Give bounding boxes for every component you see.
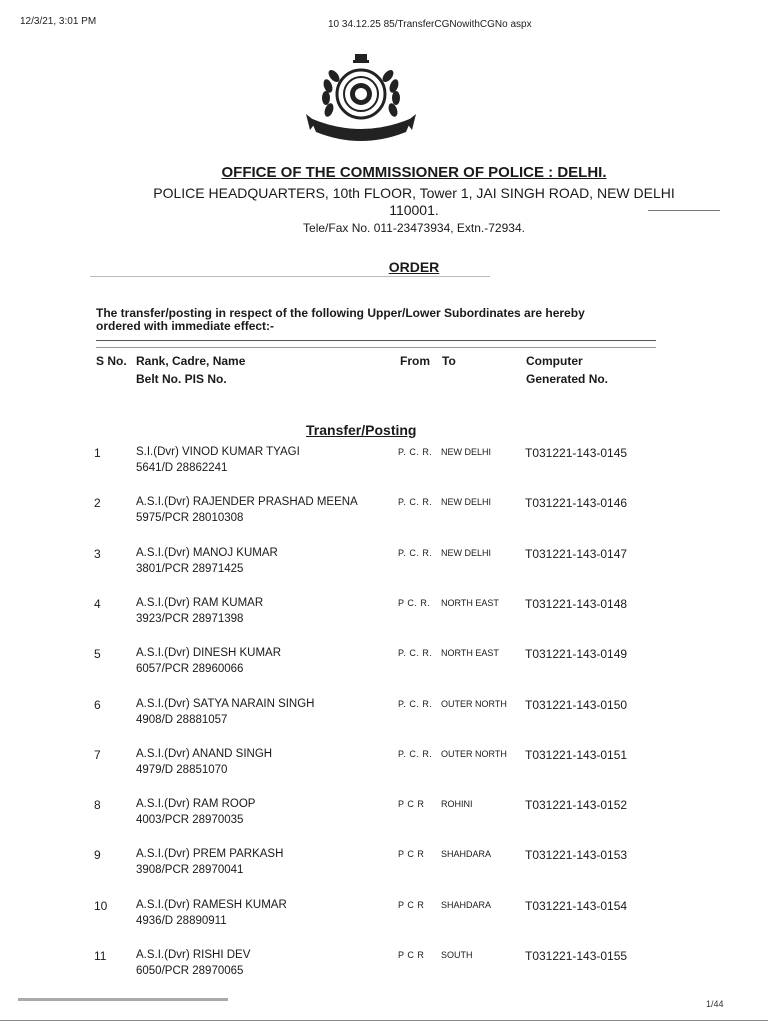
table-row (0, 848, 768, 898)
page-number: 1/44 (706, 999, 724, 1009)
table-row (0, 698, 768, 748)
order-intro-line-2: ordered with immediate effect:- (96, 319, 275, 333)
row-to: SOUTH (441, 950, 473, 960)
row-from: P. C. R. (398, 748, 433, 759)
row-name: A.S.I.(Dvr) ANAND SINGH (136, 747, 273, 760)
row-sno: 4 (94, 596, 101, 611)
table-row (0, 748, 768, 798)
row-to: SHAHDARA (441, 849, 492, 860)
print-datetime: 12/3/21, 3:01 PM (20, 16, 97, 27)
office-title: OFFICE OF THE COMMISSIONER OF POLICE : DELHI. (221, 164, 607, 181)
row-name: A.S.I.(Dvr) MANOJ KUMAR (136, 546, 278, 559)
row-to: SHAHDARA (441, 899, 492, 910)
row-cg-no: T031221-143-0155 (525, 949, 628, 963)
row-from: P. C. R. (398, 447, 433, 457)
row-name: S.I.(Dvr) VINOD KUMAR TYAGI (136, 446, 300, 458)
row-cg-no: T031221-143-0152 (525, 798, 628, 813)
address-line-2: 110001. (389, 202, 439, 218)
row-belt-pis: 4003/PCR 28970035 (136, 814, 244, 827)
header-rule-top-2 (96, 347, 656, 348)
row-cg-no: T031221-143-0151 (525, 747, 628, 762)
row-from: P C R (398, 849, 425, 860)
row-from: P. C. R. (398, 648, 433, 659)
scan-artifact (648, 210, 720, 211)
print-url: 10 34.12.25 85/TransferCGNowithCGNo aspx (328, 19, 532, 30)
row-to: NORTH EAST (441, 597, 499, 608)
col-rank: Rank, Cadre, Name (136, 354, 246, 368)
table-row (0, 949, 768, 999)
row-belt-pis: 4936/D 28890911 (136, 914, 227, 927)
row-belt-pis: 4979/D 28851070 (136, 763, 228, 776)
row-belt-pis: 3923/PCR 28971398 (136, 612, 244, 625)
row-cg-no: T031221-143-0154 (525, 898, 628, 913)
row-sno: 11 (94, 949, 107, 963)
row-belt-pis: 4908/D 28881057 (136, 713, 228, 726)
table-row (0, 446, 768, 496)
col-generated: Generated No. (526, 372, 609, 386)
row-name: A.S.I.(Dvr) DINESH KUMAR (136, 647, 282, 660)
row-to: NORTH EAST (441, 648, 499, 659)
row-belt-pis: 3908/PCR 28970041 (136, 864, 244, 877)
row-cg-no: T031221-143-0150 (525, 697, 628, 712)
row-sno: 8 (94, 798, 101, 813)
row-sno: 2 (94, 496, 101, 511)
row-name: A.S.I.(Dvr) RAM KUMAR (136, 596, 264, 609)
row-name: A.S.I.(Dvr) RISHI DEV (136, 949, 251, 961)
col-to: To (442, 354, 456, 368)
row-to: NEW DELHI (441, 497, 492, 508)
section-title: Transfer/Posting (306, 422, 417, 438)
row-cg-no: T031221-143-0149 (525, 647, 628, 662)
row-name: A.S.I.(Dvr) RAJENDER PRASHAD MEENA (136, 496, 358, 509)
row-to: ROHINI (441, 799, 473, 810)
col-belt: Belt No. PIS No. (136, 372, 227, 386)
row-sno: 1 (94, 446, 101, 460)
order-title: ORDER (388, 259, 440, 275)
row-belt-pis: 5975/PCR 28010308 (136, 512, 244, 525)
row-name: A.S.I.(Dvr) PREM PARKASH (136, 848, 284, 861)
row-from: P C. R. (398, 597, 431, 608)
table-row (0, 899, 768, 949)
row-from: P. C. R. (398, 698, 433, 709)
header-rule-top (96, 340, 656, 341)
row-sno: 5 (94, 647, 101, 662)
row-from: P C R (398, 950, 425, 960)
row-belt-pis: 5641/D 28862241 (136, 462, 228, 474)
row-belt-pis: 6057/PCR 28960066 (136, 663, 244, 676)
row-belt-pis: 3801/PCR 28971425 (136, 562, 244, 575)
table-row (0, 597, 768, 647)
footer-url-smudge (18, 994, 238, 1006)
row-from: P. C. R. (398, 547, 433, 558)
row-name: A.S.I.(Dvr) SATYA NARAIN SINGH (136, 697, 315, 710)
footer-rule (0, 1020, 768, 1021)
row-from: P C R (398, 799, 425, 810)
scan-artifact (90, 276, 490, 277)
address-line-1: POLICE HEADQUARTERS, 10th FLOOR, Tower 1, JAI SINGH ROAD, NEW DELHI (153, 185, 675, 201)
row-name: A.S.I.(Dvr) RAM ROOP (136, 798, 256, 811)
telefax: Tele/Fax No. 011-23473934, Extn.-72934. (303, 221, 525, 235)
row-belt-pis: 6050/PCR 28970065 (136, 965, 244, 977)
row-from: P C R (398, 899, 425, 910)
row-cg-no: T031221-143-0153 (525, 848, 628, 863)
row-cg-no: T031221-143-0145 (525, 446, 628, 460)
row-from: P. C. R. (398, 497, 433, 508)
col-computer: Computer (526, 354, 583, 368)
row-sno: 10 (94, 898, 108, 913)
row-sno: 7 (94, 747, 101, 762)
col-sno: S No. (96, 354, 127, 368)
row-to: OUTER NORTH (441, 698, 507, 709)
row-cg-no: T031221-143-0146 (525, 496, 628, 511)
table-row (0, 798, 768, 848)
table-row (0, 647, 768, 697)
row-to: NEW DELHI (441, 547, 492, 558)
table-row (0, 496, 768, 546)
delhi-police-emblem-icon (302, 52, 420, 144)
order-intro-line-1: The transfer/posting in respect of the following Upper/Lower Subordinates are hereby (96, 306, 585, 320)
row-sno: 3 (94, 546, 101, 561)
col-from: From (400, 354, 430, 368)
table-row (0, 547, 768, 597)
row-to: OUTER NORTH (441, 748, 507, 759)
row-name: A.S.I.(Dvr) RAMESH KUMAR (136, 898, 287, 911)
row-cg-no: T031221-143-0148 (525, 596, 628, 611)
row-cg-no: T031221-143-0147 (525, 546, 628, 561)
row-to: NEW DELHI (441, 447, 492, 457)
row-sno: 6 (94, 697, 101, 712)
order-intro (96, 307, 656, 333)
row-sno: 9 (94, 848, 101, 863)
